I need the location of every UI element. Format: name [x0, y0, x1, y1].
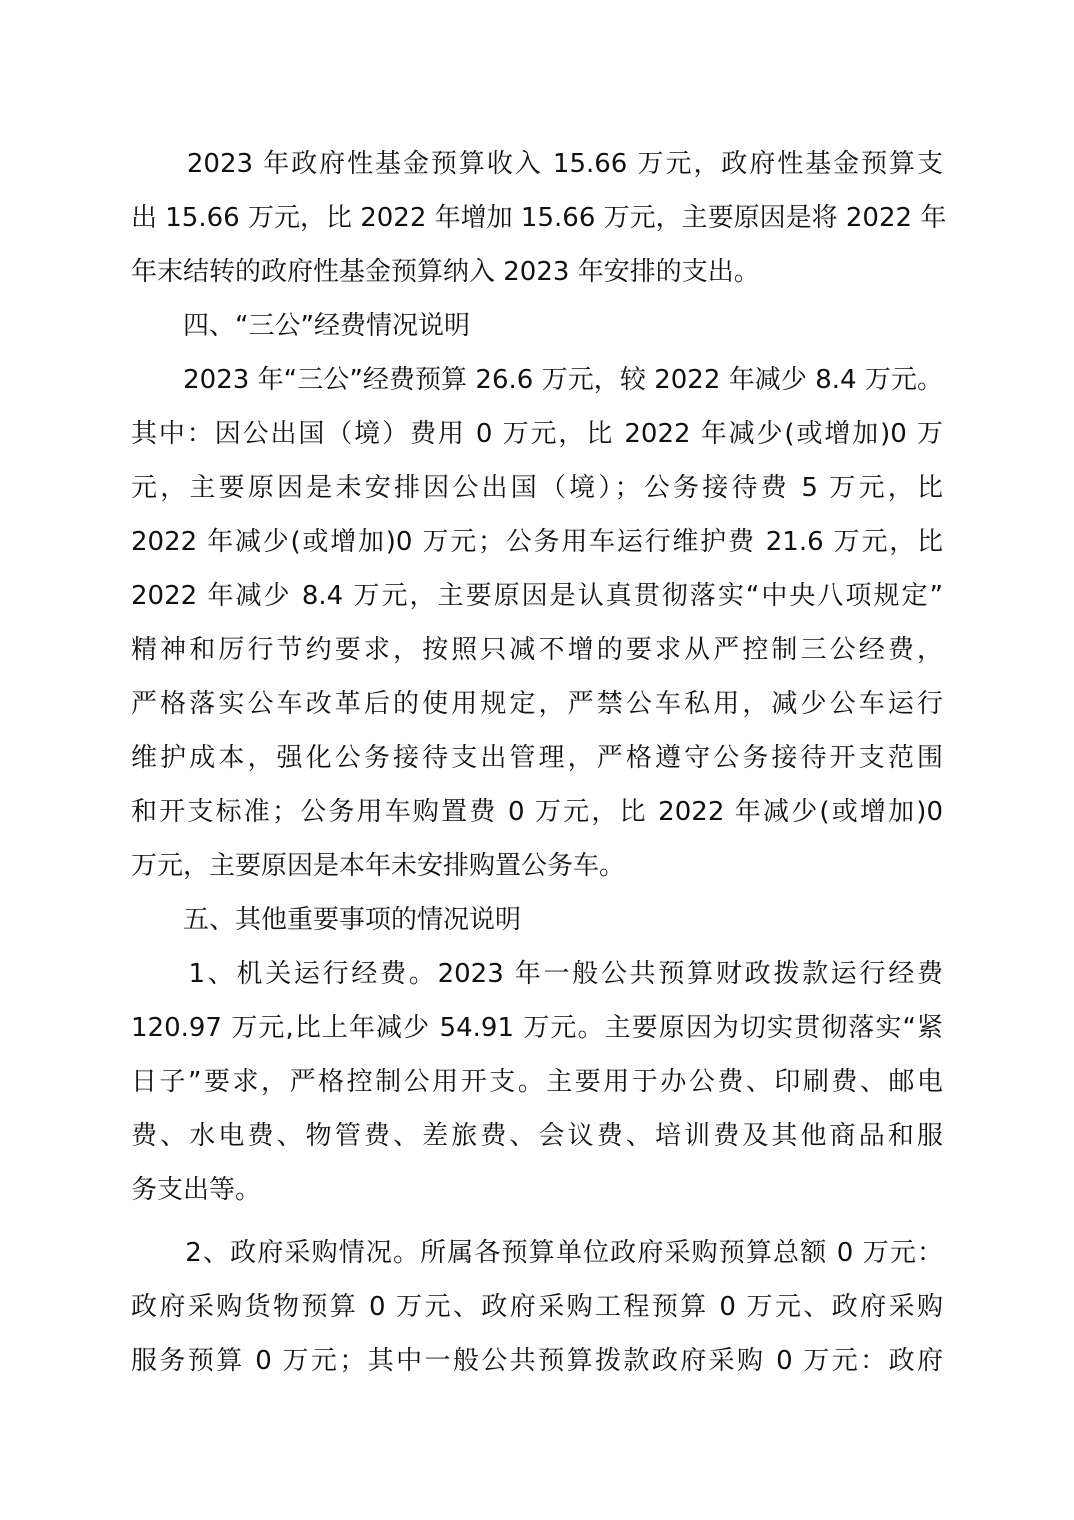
text-line: 万元，主要原因是本年未安排购置公务车。 [131, 851, 626, 881]
text-line: 维护成本，强化公务接待支出管理，严格遵守公务接待开支范围 [131, 743, 943, 773]
paragraph [131, 1233, 943, 1395]
text-line: 出 15.66 万元，比 2022 年增加 15.66 万元，主要原因是将 2022 年 [131, 203, 947, 233]
text-line: 2023 年政府性基金预算收入 15.66 万元，政府性基金预算支 [131, 149, 943, 179]
text-line: 1、机关运行经费。2023 年一般公共预算财政拨款运行经费 [131, 959, 943, 989]
paragraph [131, 360, 943, 900]
text-line: 服务预算 0 万元；其中一般公共预算拨款政府采购 0 万元：政府 [131, 1346, 943, 1376]
text-line: 120.97 万元,比上年减少 54.91 万元。主要原因为切实贯彻落实“紧 [131, 1013, 943, 1043]
text-line: 2023 年“三公”经费预算 26.6 万元，较 2022 年减少 8.4 万元。 [131, 365, 943, 395]
paragraph [131, 306, 943, 360]
text-line: 四、“三公”经费情况说明 [131, 311, 470, 341]
text-line: 2、政府采购情况。所属各预算单位政府采购预算总额 0 万元： [131, 1238, 943, 1268]
text-line: 务支出等。 [131, 1175, 262, 1205]
text-line: 2022 年减少 8.4 万元，主要原因是认真贯彻落实“中央八项规定” [131, 581, 943, 611]
paragraph [131, 954, 943, 1224]
text-line: 2022 年减少(或增加)0 万元；公务用车运行维护费 21.6 万元，比 [131, 527, 943, 557]
text-line: 严格落实公车改革后的使用规定，严禁公车私用，减少公车运行 [131, 689, 943, 719]
paragraph [131, 900, 943, 954]
text-line: 精神和厉行节约要求，按照只减不增的要求从严控制三公经费， [131, 635, 943, 665]
text-line: 费、水电费、物管费、差旅费、会议费、培训费及其他商品和服 [131, 1121, 943, 1151]
document-page [131, 144, 947, 1395]
paragraph [131, 144, 947, 306]
text-line: 五、其他重要事项的情况说明 [131, 905, 522, 935]
text-line: 政府采购货物预算 0 万元、政府采购工程预算 0 万元、政府采购 [131, 1292, 943, 1322]
text-line: 元，主要原因是未安排因公出国（境）；公务接待费 5 万元，比 [131, 473, 943, 503]
text-line: 年末结转的政府性基金预算纳入 2023 年安排的支出。 [131, 257, 760, 287]
text-line: 和开支标准；公务用车购置费 0 万元，比 2022 年减少(或增加)0 [131, 797, 943, 827]
text-line: 日子”要求，严格控制公用开支。主要用于办公费、印刷费、邮电 [131, 1067, 943, 1097]
text-line: 其中：因公出国（境）费用 0 万元，比 2022 年减少(或增加)0 万 [131, 419, 943, 449]
